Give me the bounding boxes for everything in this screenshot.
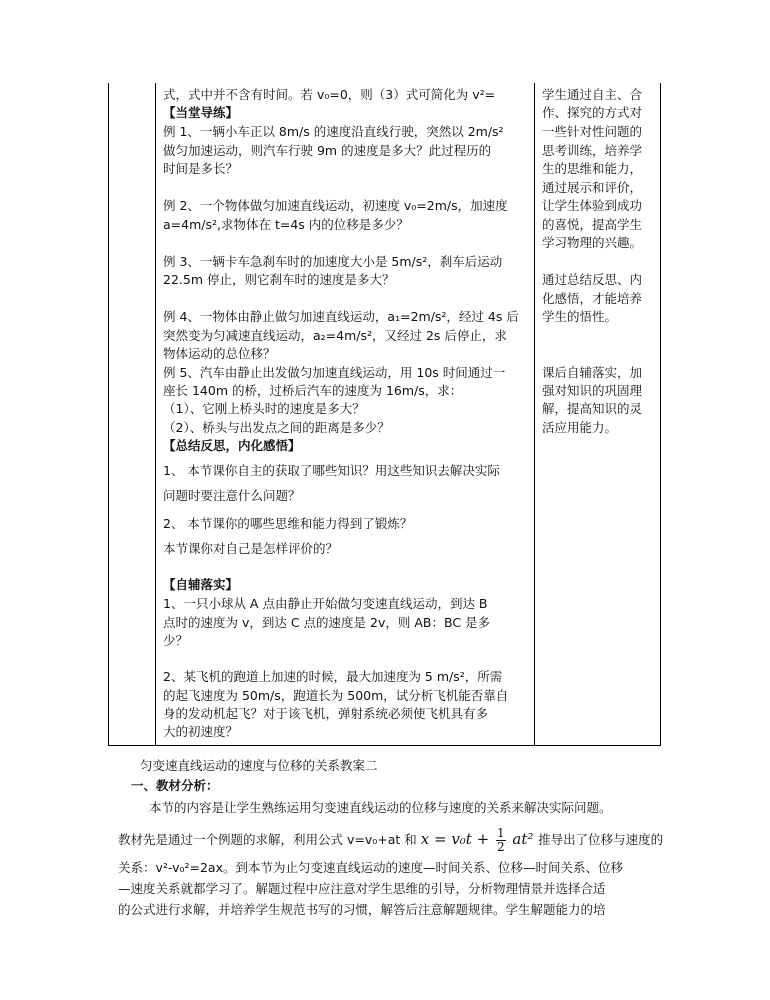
text-line: 学生的悟性。 (542, 309, 618, 324)
paragraph-line: —速度关系就都学习了。解题过程中应注意对学生思维的引导，分析物理情景并选择合适 (118, 881, 606, 896)
text-line: 化感悟，才能培养 (542, 291, 643, 306)
document-title: 匀变速直线运动的速度与位移的关系教案二 (140, 758, 378, 773)
text-line: 1、一只小球从 A 点由静止开始做匀变速直线运动，到达 B (163, 596, 488, 611)
text-line: （1）、它刚上桥头时的速度是多大？ (163, 401, 365, 416)
text-line: 学生通过自主、合 (542, 87, 643, 102)
text-line: 的喜悦，提高学生 (542, 217, 643, 232)
text-line: 式，式中并不含有时间。若 v₀=0，则（3）式可简化为 v²= (163, 87, 496, 102)
text-line: 例 3、一辆卡车急刹车时的加速度大小是 5m/s²，刹车后运动 (163, 254, 503, 269)
text-line: （2）、桥头与出发点之间的距离是多少？ (163, 420, 390, 435)
table-border-right (660, 83, 661, 745)
text-line: 课后自辅落实，加 (542, 365, 643, 380)
text-line: 通过展示和评价， (542, 180, 643, 195)
text-line: 思考训练，培养学 (542, 143, 643, 158)
text-line: a=4m/s²,求物体在 t=4s 内的位移是多少？ (163, 217, 409, 232)
formula-rhs: at² (512, 830, 534, 848)
text-line: 强对知识的巩固理 (542, 383, 643, 398)
text-line: 2、某飞机的跑道上加速的时候，最大加速度为 5 m/s²，所需 (163, 669, 503, 684)
text-line: 让学生体验到成功 (542, 198, 643, 213)
formula-lhs: x = v₀t + (420, 830, 490, 848)
text-line: 活应用能力。 (542, 420, 618, 435)
text-line: 大的初速度？ (163, 724, 239, 739)
text-line: 22.5m 停止，则它刹车时的速度是多大？ (163, 272, 395, 287)
text-line: 点时的速度为 v，到达 C 点的速度是 2v，则 AB：BC 是多 (163, 615, 491, 630)
fraction-denominator: 2 (496, 839, 505, 854)
text-line: 座长 140m 的桥，过桥后汽车的速度为 16m/s，求： (163, 383, 463, 398)
text-line: 2、 本节课你的哪些思维和能力得到了锻炼？ (163, 516, 413, 531)
text-line: 做匀加速运动，则汽车行驶 9m 的速度是多大？此过程历的 (163, 143, 492, 158)
text-line: 生的思维和能力， (542, 161, 643, 176)
text-line: 例 4、一物体由静止做匀加速直线运动，a₁=2m/s²，经过 4s 后 (163, 309, 519, 324)
text-line: 通过总结反思、内 (542, 272, 643, 287)
text-line: 少？ (163, 633, 189, 648)
text-line: 的起飞速度为 50m/s，跑道长为 500m，试分析飞机能否靠自 (163, 688, 509, 703)
text-line: 时间是多长？ (163, 161, 239, 176)
text-line: 一些针对性问题的 (542, 124, 643, 139)
section-heading: 【当堂导练】 (163, 105, 239, 120)
text-line: 学习物理的兴趣。 (542, 235, 643, 250)
section-heading: 【自辅落实】 (163, 577, 239, 592)
formula-fraction (496, 827, 506, 854)
text-line: 本节课你对自己是怎样评价的？ (163, 541, 339, 556)
paragraph-text: 推导出了位移与速度的 (538, 832, 664, 847)
table-divider-1 (155, 83, 156, 745)
table-divider-2 (534, 83, 535, 745)
table-border-bottom (108, 745, 661, 746)
displacement-formula (420, 825, 538, 854)
text-line: 作、探究的方式对 (542, 105, 643, 120)
paragraph-line: 的公式进行求解，并培养学生规范书写的习惯，解答后注意解题规律。学生解题能力的培 (118, 902, 606, 917)
text-line: 突然变为匀减速直线运动，a₂=4m/s²，又经过 2s 后停止，求 (163, 328, 507, 343)
table-border-left (108, 83, 109, 745)
paragraph-text: 教材先是通过一个例题的求解，利用公式 v=v₀+at 和 (118, 832, 417, 847)
text-line: 问题时要注意什么问题？ (163, 488, 301, 503)
text-line: 例 1、一辆小车正以 8m/s 的速度沿直线行驶，突然以 2m/s² (163, 124, 504, 139)
paragraph-line: 关系：v²-v₀²=2ax。到本节为止匀变速直线运动的速度—时间关系、位移—时间关系、位移 (118, 860, 623, 875)
paragraph-line-with-formula (118, 822, 663, 856)
text-line: 身的发动机起飞？对于该飞机，弹射系统必须使飞机具有多 (163, 706, 489, 721)
fraction-numerator: 1 (496, 825, 505, 840)
section-heading: 【总结反思，内化感悟】 (163, 438, 301, 453)
text-line: 例 5、汽车由静止出发做匀加速直线运动，用 10s 时间通过一 (163, 365, 506, 380)
text-line: 1、 本节课你自主的获取了哪些知识？用这些知识去解决实际 (163, 463, 500, 478)
text-line: 物体运动的总位移？ (163, 346, 276, 361)
section-heading: 一、教材分析： (131, 778, 219, 793)
paragraph-line: 本节的内容是让学生熟练运用匀变速直线运动的位移与速度的关系来解决实际问题。 (149, 800, 612, 815)
text-line: 例 2、一个物体做匀加速直线运动，初速度 v₀=2m/s，加速度 (163, 198, 508, 213)
text-line: 解，提高知识的灵 (542, 401, 643, 416)
